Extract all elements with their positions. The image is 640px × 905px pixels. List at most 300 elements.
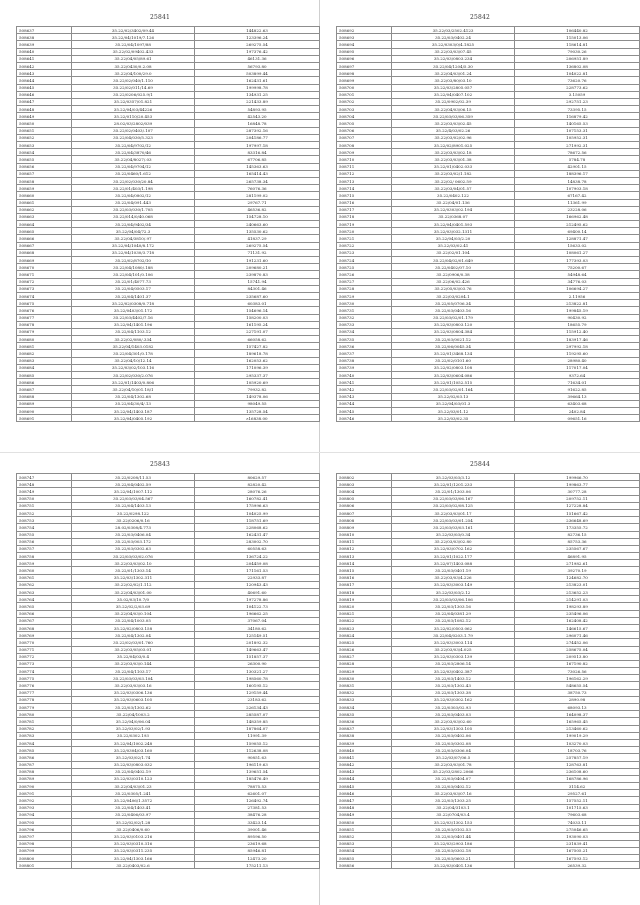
table-row	[17, 328, 320, 335]
timestamp-cell: 35.22/03/03/03.16	[72, 682, 195, 689]
amount-cell: 23228.06	[515, 206, 640, 213]
timestamp-cell: 35.22/03/0303.139	[392, 653, 515, 660]
table-row	[17, 206, 320, 213]
record-id-cell: 508839	[337, 739, 392, 746]
table-row	[17, 797, 320, 804]
amount-cell: 26300.90	[195, 660, 320, 667]
table-row	[337, 509, 640, 516]
table-row	[337, 567, 640, 574]
record-id-cell: 508783	[17, 732, 72, 739]
timestamp-cell: 35.22/0406/03.97	[72, 811, 195, 818]
timestamp-cell: 35.22/02/080/.334	[72, 336, 195, 343]
record-id-cell: 508700	[337, 84, 392, 91]
table-row	[17, 62, 320, 69]
record-id-cell: 508718	[337, 213, 392, 220]
record-id-cell: 508668	[17, 249, 72, 256]
amount-cell: 130321.27	[195, 668, 320, 675]
timestamp-cell: 35.22/03/0403.03	[392, 711, 515, 718]
record-id-cell: 508693	[337, 34, 392, 41]
table-row	[17, 264, 320, 271]
table-row	[337, 357, 640, 364]
data-table	[16, 473, 320, 869]
amount-cell: 85946.81	[195, 847, 320, 854]
amount-cell: 164098.37	[515, 711, 640, 718]
amount-cell: 236648.69	[515, 517, 640, 524]
table-row	[17, 790, 320, 797]
table-row	[337, 732, 640, 739]
amount-cell: 82736.15	[515, 531, 640, 538]
record-id-cell: 508720	[337, 228, 392, 235]
record-id-cell: 508685	[17, 372, 72, 379]
timestamp-cell: 35.22/0906/0.38	[392, 271, 515, 278]
timestamp-cell: 35.22/0902/02.39	[392, 98, 515, 105]
table-row	[337, 364, 640, 371]
amount-cell: 275046.65	[515, 826, 640, 833]
table-row	[337, 386, 640, 393]
amount-cell: 82820.42	[195, 481, 320, 488]
record-id-cell: 508769	[17, 632, 72, 639]
amount-cell: 40691.60	[195, 589, 320, 596]
timestamp-cell: 35.22/04/03/01.23	[72, 783, 195, 790]
amount-cell: 108061.27	[515, 249, 640, 256]
record-id-cell: 508852	[337, 833, 392, 840]
amount-cell: 39001.46	[195, 826, 320, 833]
amount-cell: 112638.08	[195, 747, 320, 754]
timestamp-cell: 35.22/02/3402/09.44	[72, 27, 195, 34]
amount-cell: 204186.77	[195, 134, 320, 141]
table-row	[337, 826, 640, 833]
record-id-cell: 508677	[17, 314, 72, 321]
record-id-cell: 508649	[17, 113, 72, 120]
timestamp-cell: 35.22/04/1002.248	[72, 739, 195, 746]
table-row	[337, 156, 640, 163]
amount-cell: 91622.85	[515, 386, 640, 393]
timestamp-cell: 35.22/03/03/03.161	[392, 524, 515, 531]
record-id-cell: 508791	[17, 790, 72, 797]
timestamp-cell: 35.22/03/02/103.116	[72, 364, 195, 371]
amount-cell: 38750.73	[515, 689, 640, 696]
table-row	[17, 170, 320, 177]
record-id-cell: 508662	[17, 206, 72, 213]
timestamp-cell: 35.22/0406/0.60	[72, 826, 195, 833]
record-id-cell: 508813	[337, 553, 392, 560]
amount-cell: 257857.19	[515, 754, 640, 761]
record-id-cell: 508724	[337, 257, 392, 264]
record-id-cell: 508665	[17, 228, 72, 235]
data-table	[16, 26, 320, 422]
timestamp-cell: 35.22/03/03/4.025	[392, 646, 515, 653]
amount-cell: 183917.46	[515, 336, 640, 343]
record-id-cell: 508848	[337, 804, 392, 811]
record-id-cell: 508840	[337, 747, 392, 754]
amount-cell: 28076.26	[195, 488, 320, 495]
table-row	[17, 804, 320, 811]
timestamp-cell: 35.22/04/1003.05	[72, 617, 195, 624]
amount-cell: 34776.03	[515, 278, 640, 285]
table-row	[337, 285, 640, 292]
table-row	[17, 249, 320, 256]
timestamp-cell: 35.22/03/2903.186	[392, 840, 515, 847]
timestamp-cell: 35.22/04/1097/88	[72, 41, 195, 48]
record-id-cell: 508751	[17, 502, 72, 509]
table-row	[337, 127, 640, 134]
record-id-cell: 508715	[337, 192, 392, 199]
timestamp-cell: 35.22/04/1401.196	[72, 321, 195, 328]
record-id-cell: 508845	[337, 783, 392, 790]
table-row	[337, 538, 640, 545]
amount-cell: 2402.84	[515, 407, 640, 414]
amount-cell: 29767.71	[195, 199, 320, 206]
timestamp-cell: 35.22/04/05/89.61	[72, 55, 195, 62]
timestamp-cell: 35.22/03/03/02.45	[392, 120, 515, 127]
record-id-cell: 508748	[17, 481, 72, 488]
amount-cell: 74033.11	[515, 819, 640, 826]
amount-cell: 79603.68	[515, 811, 640, 818]
amount-cell: 18655.79	[515, 321, 640, 328]
timestamp-cell: 35.22/04/04/72.3	[72, 228, 195, 235]
table-row	[337, 639, 640, 646]
timestamp-cell: 35.22/04/1302.04	[72, 632, 195, 639]
table-row	[17, 862, 320, 869]
table-row	[17, 213, 320, 220]
record-id-cell: 508798	[17, 840, 72, 847]
timestamp-cell: 35.22/03/03/0.34	[392, 531, 515, 538]
timestamp-cell: 35.22/03/03/02.18	[392, 149, 515, 156]
table-row	[337, 689, 640, 696]
amount-cell: 271982.61	[515, 560, 640, 567]
record-id-cell: 508688	[17, 393, 72, 400]
table-row	[337, 646, 640, 653]
timestamp-cell: 35.22/03/032.1311	[392, 228, 515, 235]
timestamp-cell: 35.22/0206/0.16	[72, 517, 195, 524]
table-row	[17, 407, 320, 414]
timestamp-cell: 35.22/04/0401.593	[392, 221, 515, 228]
timestamp-cell: 35.22/06/02.426	[392, 278, 515, 285]
amount-cell: 78672.56	[515, 149, 640, 156]
amount-cell: 199966.70	[515, 474, 640, 481]
record-id-cell: 508766	[17, 610, 72, 617]
timestamp-cell: 35.22/04/301/0.178	[72, 350, 195, 357]
record-id-cell: 508843	[337, 768, 392, 775]
amount-cell: 16848.78	[195, 120, 320, 127]
amount-cell: 79932.82	[195, 386, 320, 393]
table-row	[17, 278, 320, 285]
table-row	[337, 833, 640, 840]
table-row	[17, 696, 320, 703]
timestamp-cell: 35.22/04/0203.1.79	[392, 632, 515, 639]
record-id-cell: 508658	[17, 177, 72, 184]
timestamp-cell: 35.22/03/1403.12	[392, 675, 515, 682]
record-id-cell: 508736	[337, 343, 392, 350]
timestamp-cell: 35.22/02/03/01.760	[72, 639, 195, 646]
amount-cell: 5784.78	[515, 156, 640, 163]
record-id-cell: 508679	[17, 328, 72, 335]
amount-cell: 199998.78	[195, 84, 320, 91]
timestamp-cell: 35.22/02/01.104	[392, 249, 515, 256]
amount-cell: 213460.62	[515, 725, 640, 732]
amount-cell: 283002.70	[195, 538, 320, 545]
timestamp-cell: 35.22/02/8901.025	[392, 142, 515, 149]
record-id-cell: 508841	[337, 754, 392, 761]
table-row	[337, 336, 640, 343]
amount-cell: 124682.70	[515, 574, 640, 581]
amount-cell: 104022.81	[515, 70, 640, 77]
timestamp-cell: 35.22/07/1403.088	[392, 560, 515, 567]
timestamp-cell: 35.22/03/0803.032	[72, 761, 195, 768]
record-id-cell: 508747	[17, 474, 72, 481]
timestamp-cell: 35.22/03/03/02.80	[392, 538, 515, 545]
amount-cell: 15741.94	[195, 278, 320, 285]
table-row	[17, 142, 320, 149]
record-id-cell: 508752	[17, 509, 72, 516]
record-id-cell: 508788	[17, 768, 72, 775]
timestamp-cell: 35.22/03/0302.162	[392, 696, 515, 703]
table-row	[17, 668, 320, 675]
record-id-cell: 508797	[17, 833, 72, 840]
amount-cell: 11361.99	[515, 199, 640, 206]
timestamp-cell: 35.22/03/030/1.705	[72, 206, 195, 213]
timestamp-cell: 35.22/0110/20.453	[72, 113, 195, 120]
table-row	[17, 34, 320, 41]
table-row	[17, 826, 320, 833]
record-id-cell: 508727	[337, 278, 392, 285]
amount-cell: 139651.54	[195, 768, 320, 775]
amount-cell: 105920.69	[195, 379, 320, 386]
table-row	[337, 221, 640, 228]
timestamp-cell: 35.22/03/02/01.179	[392, 314, 515, 321]
amount-cell: 258675.04	[515, 646, 640, 653]
table-row	[337, 847, 640, 854]
table-row	[337, 343, 640, 350]
page-quadrant	[320, 453, 640, 905]
table-row	[337, 775, 640, 782]
amount-cell: 198293.89	[515, 603, 640, 610]
timestamp-cell: 35.22/04/1302.68	[72, 393, 195, 400]
record-id-cell: 508647	[17, 98, 72, 105]
amount-cell: 296071.46	[515, 632, 640, 639]
table-row	[337, 581, 640, 588]
amount-cell: 199845.19	[515, 307, 640, 314]
timestamp-cell: 35.22/0402/07.10	[392, 264, 515, 271]
timestamp-cell: 35.22/0403/02.6	[72, 862, 195, 869]
timestamp-cell: 35.22/03/04/01.57	[392, 185, 515, 192]
timestamp-cell: 35.22/03/80/03.10	[392, 77, 515, 84]
table-row	[337, 400, 640, 407]
table-row	[337, 264, 640, 271]
record-id-cell: 508759	[17, 560, 72, 567]
record-id-cell: 508729	[337, 292, 392, 299]
record-id-cell: 508732	[337, 314, 392, 321]
timestamp-cell: 35.22/03/0803.120	[392, 321, 515, 328]
timestamp-cell: 35.22/02/040/1.110	[72, 77, 195, 84]
amount-cell: 67167.42	[515, 192, 640, 199]
amount-cell: 228068.62	[195, 524, 320, 531]
amount-cell: 73620.76	[515, 77, 640, 84]
timestamp-cell: 35.22/03/03/3.12	[392, 474, 515, 481]
timestamp-cell: 35.22/03/0402.24	[392, 34, 515, 41]
table-row	[337, 531, 640, 538]
timestamp-cell: 35.22/04/1003.2	[72, 711, 195, 718]
table-row	[17, 854, 320, 861]
record-id-cell: 508814	[337, 560, 392, 567]
timestamp-cell: 35.22/03/02/1.93	[72, 725, 195, 732]
table-row	[337, 768, 640, 775]
table-row	[337, 502, 640, 509]
table-row	[17, 775, 320, 782]
table-row	[337, 862, 640, 869]
record-id-cell: 508824	[337, 632, 392, 639]
table-row	[17, 574, 320, 581]
timestamp-cell: 35.22/0430/0.2.08	[72, 62, 195, 69]
table-row	[337, 704, 640, 711]
timestamp-cell: 35.22/04/10/12.14	[72, 357, 195, 364]
amount-cell: 2890.98	[515, 696, 640, 703]
record-id-cell: 508779	[17, 704, 72, 711]
amount-cell: 126492.74	[195, 797, 320, 804]
timestamp-cell: 35.22/03/0204.1	[392, 292, 515, 299]
timestamp-cell: 35.22/03/0302.63	[72, 545, 195, 552]
table-row	[337, 235, 640, 242]
amount-cell: 73026.56	[515, 668, 640, 675]
amount-cell: 85753.36	[515, 538, 640, 545]
record-id-cell: 508644	[17, 77, 72, 84]
record-id-cell: 508678	[17, 321, 72, 328]
amount-cell: 15633.02	[515, 242, 640, 249]
amount-cell: 106694.27	[515, 285, 640, 292]
amount-cell: 177393.03	[515, 257, 640, 264]
amount-cell: 11991.39	[195, 732, 320, 739]
amount-cell: 69400.14	[515, 228, 640, 235]
amount-cell: 274452.06	[515, 639, 640, 646]
timestamp-cell: 35.22/02/0403/.107	[72, 127, 195, 134]
timestamp-cell: 35.22/04/1019/7.126	[72, 34, 195, 41]
record-id-cell: 508676	[17, 307, 72, 314]
table-row	[337, 517, 640, 524]
timestamp-cell: 35.22/03/03/07.45	[392, 48, 515, 55]
table-row	[17, 632, 320, 639]
timestamp-cell: 35.22/04/03/06.15	[392, 106, 515, 113]
record-id-cell: 508767	[17, 617, 72, 624]
record-id-cell: 508755	[17, 531, 72, 538]
timestamp-cell: 35.22/03/02.35	[392, 415, 515, 422]
amount-cell: 144822.63	[195, 27, 320, 34]
amount-cell: 235567.67	[515, 545, 640, 552]
amount-cell: 292751.23	[515, 98, 640, 105]
table-row	[17, 41, 320, 48]
amount-cell: 67706.85	[195, 156, 320, 163]
table-row	[337, 34, 640, 41]
amount-cell: 73395.15	[515, 106, 640, 113]
record-id-cell: 508829	[337, 668, 392, 675]
amount-cell: 160782.41	[195, 495, 320, 502]
table-row	[17, 502, 320, 509]
record-id-cell: 508749	[17, 488, 72, 495]
timestamp-cell: 35.22/4/03/02.26	[392, 127, 515, 134]
amount-cell: 154728.10	[195, 213, 320, 220]
amount-cell: 265738.34	[195, 177, 320, 184]
record-id-cell: 508640	[17, 48, 72, 55]
record-id-cell: 508722	[337, 242, 392, 249]
timestamp-cell: 35.22/03/02/02.96	[392, 134, 515, 141]
table-row	[337, 545, 640, 552]
record-id-cell: 508654	[17, 149, 72, 156]
table-row	[337, 242, 640, 249]
timestamp-cell: 35.22/03/0310.316	[72, 840, 195, 847]
timestamp-cell: 35.22/01/1303.14	[72, 567, 195, 574]
table-row	[17, 27, 320, 34]
table-row	[337, 632, 640, 639]
table-row	[17, 711, 320, 718]
record-id-cell: 508638	[17, 34, 72, 41]
table-row	[17, 610, 320, 617]
timestamp-cell: 35.22/04/10/01.18/1	[72, 386, 195, 393]
timestamp-cell: 35.02/03/10.7/0	[72, 596, 195, 603]
amount-cell: 37067.04	[195, 617, 320, 624]
table-row	[17, 739, 320, 746]
record-id-cell: 508660	[17, 192, 72, 199]
amount-cell: 213823.01	[515, 581, 640, 588]
timestamp-cell: 35.22/04/03/44226	[72, 106, 195, 113]
record-id-cell: 508846	[337, 790, 392, 797]
amount-cell: 60383.01	[195, 300, 320, 307]
amount-cell: 39664.13	[515, 393, 640, 400]
timestamp-cell: 35.22/03/0401.19	[392, 567, 515, 574]
table-row	[17, 689, 320, 696]
timestamp-cell: 35.22/03/3003.149	[392, 581, 515, 588]
record-id-cell: 508728	[337, 285, 392, 292]
table-row	[17, 285, 320, 292]
record-id-cell: 508725	[337, 264, 392, 271]
amount-cell: 3114.62	[515, 783, 640, 790]
table-row	[17, 163, 320, 170]
table-row	[337, 560, 640, 567]
record-id-cell: 508745	[337, 407, 392, 414]
table-row	[17, 364, 320, 371]
table-row	[17, 386, 320, 393]
amount-cell: 27381.53	[195, 804, 320, 811]
record-id-cell: 508669	[17, 257, 72, 264]
timestamp-cell: 35.22/04/101/0.106	[72, 271, 195, 278]
timestamp-cell: 35.22/03/0021.12	[392, 336, 515, 343]
timestamp-cell: 35.22/03/03/01.254	[392, 517, 515, 524]
record-id-cell: 508639	[17, 41, 72, 48]
amount-cell: 104122.73	[195, 603, 320, 610]
timestamp-cell: 35.22/03/0403.16	[392, 307, 515, 314]
record-id-cell: 508780	[17, 711, 72, 718]
page-number: 25841	[149, 14, 171, 21]
page-number: 25843	[149, 461, 171, 468]
timestamp-cell: 35.22/03/2802.2066	[392, 768, 515, 775]
table-row	[337, 98, 640, 105]
record-id-cell: 508832	[337, 689, 392, 696]
table-row	[337, 393, 640, 400]
amount-cell: 189618.78	[195, 350, 320, 357]
timestamp-cell: 35.22/04/02/01.649	[392, 257, 515, 264]
amount-cell: 204459.08	[195, 560, 320, 567]
record-id-cell: 508650	[17, 120, 72, 127]
amount-cell: 231839.41	[515, 840, 640, 847]
record-id-cell: 508854	[337, 847, 392, 854]
timestamp-cell: 35.22/02/ 0602.59	[392, 177, 515, 184]
record-id-cell: 508851	[337, 826, 392, 833]
table-row	[337, 668, 640, 675]
amount-cell: 136802.08	[515, 62, 640, 69]
timestamp-cell: 35.22/04/3810/.97	[72, 235, 195, 242]
record-id-cell: 508768	[17, 624, 72, 631]
table-row	[17, 372, 320, 379]
table-row	[337, 474, 640, 481]
table-row	[17, 538, 320, 545]
